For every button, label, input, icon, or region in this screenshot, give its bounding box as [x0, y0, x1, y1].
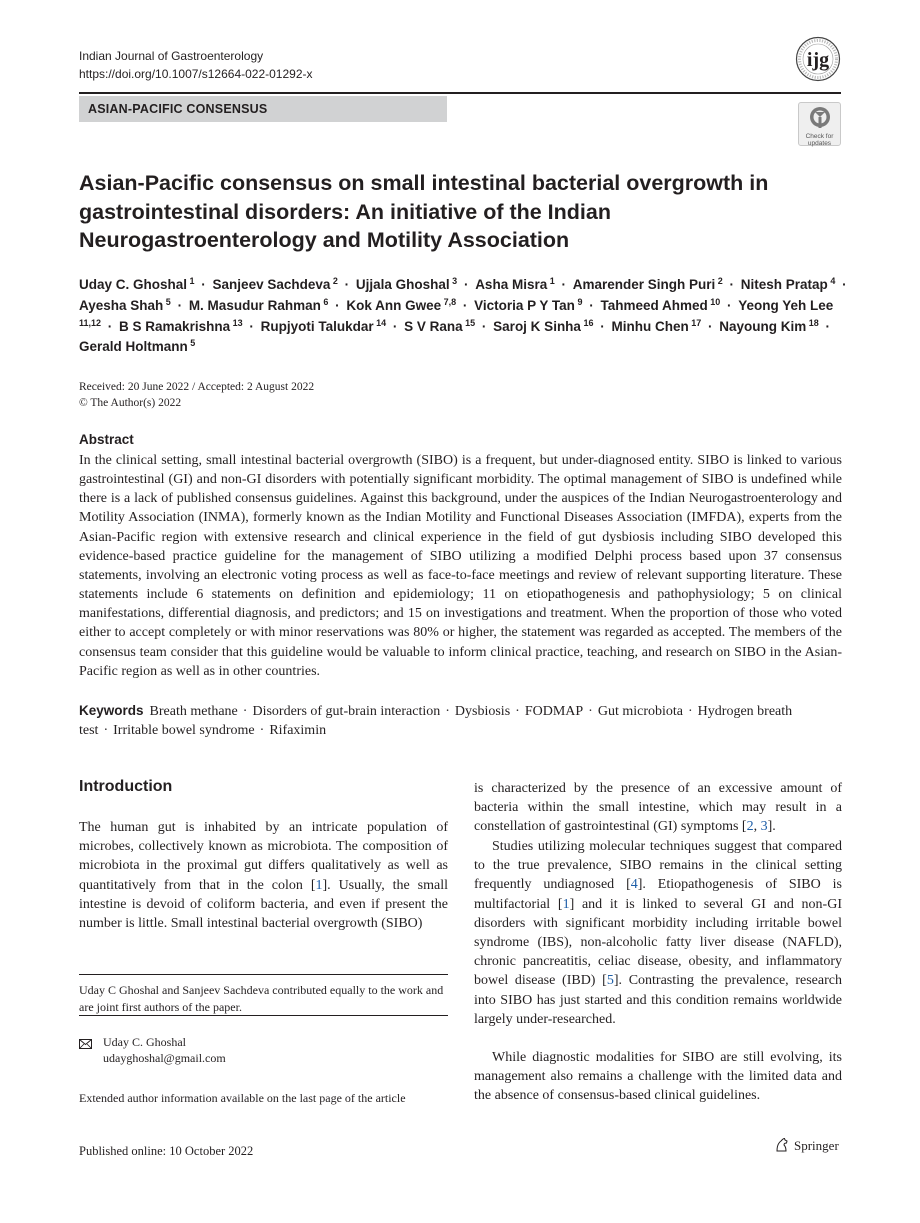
author-name[interactable]: Saroj K Sinha $^{16}$ [493, 317, 594, 334]
crossmark-label: Check for updates [805, 133, 834, 147]
footnote-rule [79, 1015, 448, 1016]
keywords-label: Keywords [79, 703, 144, 718]
author-affiliation: 5 [187, 338, 196, 349]
author-name[interactable]: Nitesh Pratap $^4$ [740, 276, 836, 292]
author-name[interactable]: Ujjala Ghoshal $^3$ [355, 276, 458, 292]
author-affiliation: 1 [187, 276, 195, 286]
author-name[interactable]: Gerald Holtmann $^5$ [79, 338, 196, 355]
keyword: Dysbiosis [454, 704, 511, 719]
author-affiliation: 10 [707, 296, 721, 307]
author-name[interactable]: S V Rana $^{15}$ [404, 317, 476, 334]
corresponding-author-name: Uday C. Ghoshal [103, 1035, 186, 1049]
author-separator: · [704, 318, 717, 334]
citation-link[interactable]: 1 [562, 896, 570, 912]
author-name[interactable]: Asha Misra $^1$ [475, 276, 555, 292]
author-affiliation: 13 [230, 317, 243, 328]
journal-logo [795, 36, 841, 82]
author-name[interactable]: Uday C. Ghoshal $^1$ [79, 276, 195, 292]
author-separator: · [557, 277, 570, 292]
author-affiliation: 11,12 [79, 317, 102, 328]
author-affiliation: 2 [715, 276, 723, 286]
author-affiliation: 3 [449, 276, 458, 286]
crossmark-icon [809, 106, 831, 128]
author-affiliation: 18 [806, 317, 819, 328]
author-affiliation: 14 [373, 317, 387, 328]
author-separator: · [723, 297, 736, 313]
author-separator: · [104, 318, 117, 334]
author-affiliation: 7,8 [441, 296, 457, 307]
author-separator: · [838, 277, 847, 292]
intro-paragraph-1-continued: is characterized by the presence of an excessive amount of bacteria within the small intestine, which may result in a constellation of gastrointestinal (GI) symptoms [2, 3]. [474, 781, 842, 835]
keyword-separator: · [242, 704, 248, 719]
author-separator: · [460, 277, 473, 292]
author-affiliation: 6 [320, 296, 329, 307]
citation-link[interactable]: 5 [606, 973, 614, 989]
footnote-rule [79, 974, 448, 975]
author-name[interactable]: Tahmeed Ahmed $^{10}$ [600, 296, 721, 313]
keyword: Hydrogen breath test [79, 704, 793, 739]
citation-link[interactable]: 2 [746, 819, 754, 835]
author-separator: · [478, 318, 491, 334]
publisher-logo [774, 1137, 839, 1154]
keyword: Irritable bowel syndrome [113, 723, 255, 739]
author-name[interactable]: Minhu Chen $^{17}$ [611, 317, 702, 334]
svg-text:ijg: ijg [806, 49, 830, 71]
author-affiliation: 17 [688, 317, 702, 328]
keyword: Breath methane [149, 704, 238, 719]
keyword-separator: · [103, 723, 109, 739]
author-affiliation: 2 [330, 276, 338, 286]
equal-contribution-note: Uday C Ghoshal and Sanjeev Sachdeva contributed equally to the work and are joint first authors of the paper. [79, 983, 444, 1014]
keywords-list [79, 704, 792, 738]
author-separator: · [725, 277, 738, 292]
author-separator: · [197, 277, 210, 292]
corresponding-author-email[interactable]: udayghoshal@gmail.com [103, 1051, 226, 1065]
author-affiliation: 15 [462, 317, 476, 328]
keyword-separator: · [259, 723, 265, 739]
keyword: Rifaximin [269, 723, 327, 739]
author-name[interactable]: Amarender Singh Puri $^2$ [572, 276, 723, 292]
citation-link[interactable]: 4 [630, 877, 638, 893]
author-affiliation: 16 [580, 317, 594, 328]
keyword-separator: · [588, 704, 593, 719]
section-label: ASIAN-PACIFIC CONSENSUS [79, 96, 447, 122]
author-separator: · [173, 297, 186, 313]
keyword-separator: · [445, 704, 450, 719]
springer-horse-icon [774, 1137, 790, 1153]
keyword: Disorders of gut-brain interaction [252, 704, 441, 719]
author-name[interactable]: Ayesha Shah $^5$ [79, 296, 171, 313]
author-name[interactable]: Victoria P Y Tan $^9$ [474, 296, 583, 313]
author-affiliation: 5 [163, 296, 171, 307]
introduction-heading: Introduction [79, 778, 173, 795]
author-separator: · [389, 318, 402, 334]
author-name[interactable]: Nayoung Kim $^{18}$ [719, 317, 819, 334]
author-affiliation: 1 [547, 276, 555, 286]
keyword: Gut microbiota [597, 704, 683, 719]
abstract-text: In the clinical setting, small intestinal bacterial overgrowth (SIBO) is a frequent, but under-diagnosed entity. SIBO is linked to various gastrointestinal (GI) and non-GI disorders with potentially significant morbidity. The optimal management of SIBO is undefined while there is a lack of published consensus guidelines. Against this background, under the auspices of the Indian Neurogastroenterology and Motility Association (INMA), formerly known as the Indian Motility and Functional Diseases Association (IMFDA), experts from the Asian-Pacific region with extensive research and clinical experience in the field of gut dysbiosis including SIBO developed this evidence-based practice guideline for the management of SIBO utilizing a modified Delphi process based upon 37 consensus statements, involving an electronic voting process as well as face-to-face meetings and review of relevant supporting literature. These statements include 6 statements on definition and epidemiology; 11 on etiopathogenesis and pathophysiology; 5 on clinical manifestations, differential diagnosis, and predictors; and 15 on investigations and treatment. When the proportion of those who voted either to accept completely or with minor reservations was 80% or higher, the statement was regarded as accepted. The members of the consensus team consider that this guideline would be valuable to inform clinical practice, teaching, and research on SIBO in the Asian-Pacific region as well as in other countries. [79, 453, 842, 679]
author-name[interactable]: Rupjyoti Talukdar $^{14}$ [260, 317, 387, 334]
author-name[interactable]: M. Masudur Rahman $^6$ [188, 296, 329, 313]
author-name[interactable]: Sanjeev Sachdeva $^2$ [212, 276, 338, 292]
author-affiliation: 9 [574, 296, 583, 307]
author-separator: · [596, 318, 609, 334]
author-separator: · [585, 297, 598, 313]
received-accepted-dates: Received: 20 June 2022 / Accepted: 2 August 2022 [79, 381, 315, 393]
author-separator: · [245, 318, 258, 334]
author-name[interactable]: B S Ramakrishna $^{13}$ [119, 317, 243, 334]
author-separator: · [340, 277, 353, 292]
doi-link[interactable]: https://doi.org/10.1007/s12664-022-01292-x [79, 67, 313, 81]
intro-paragraph-2: Studies utilizing molecular techniques suggest that compared to the true prevalence, SIBO remains in the clinical setting frequently undiagnosed [4]. Etiopathogenesis of SIBO is multifactorial [1] and it is linked to several GI and non-GI disorders with significant morbidity including irritable bowel syndrome (IBS), non-alcoholic fatty liver disease (NAFLD), chronic pancreatitis, celiac disease, obesity, and inflammatory bowel disease (IBD) [5]. Contrasting the prevalence, research into SIBO has just started and this condition remains worldwide largely under-researched. [474, 839, 842, 1027]
author-separator: · [821, 318, 831, 334]
author-affiliation: 4 [827, 276, 836, 286]
abstract-heading: Abstract [79, 432, 134, 447]
citation-link[interactable]: 3 [760, 819, 768, 835]
keyword-separator: · [515, 704, 520, 719]
author-name[interactable]: Yeong Yeh Lee $^{11,12}$ [79, 297, 834, 328]
header-rule [79, 92, 841, 94]
published-online-date: Published online: 10 October 2022 [79, 1144, 254, 1158]
author-list [79, 275, 849, 358]
keyword-separator: · [688, 704, 693, 719]
keyword: FODMAP [524, 704, 584, 719]
extended-author-info-note: Extended author information available on the last page of the article [79, 1091, 406, 1105]
check-for-updates-badge[interactable] [798, 102, 841, 146]
publisher-name: Springer [794, 1138, 839, 1153]
intro-paragraph-3: While diagnostic modalities for SIBO are still evolving, its management also remains a challenge with the limited data and the absence of consensus-based clinical guidelines. [474, 1050, 842, 1104]
article-title: Asian-Pacific consensus on small intestinal bacterial overgrowth in gastrointestinal disorders: An initiative of the Indian Neurogastroenterology and Motility Association [79, 171, 769, 252]
journal-name: Indian Journal of Gastroenterology [79, 49, 264, 63]
author-separator: · [459, 297, 472, 313]
copyright: © The Author(s) 2022 [79, 397, 182, 409]
author-name[interactable]: Kok Ann Gwee $^{7,8}$ [346, 296, 457, 313]
keywords [79, 701, 842, 740]
citation-link[interactable]: 1 [315, 877, 323, 893]
envelope-icon [79, 1036, 92, 1054]
intro-paragraph-1: The human gut is inhabited by an intricate population of microbes, collectively known as microbiota. The composition of microbiota in the proximal gut differs qualitatively as well as quantitatively from that in the colon [1]. Usually, the small intestine is devoid of coliform bacteria, and even if present the number is little. Small intestinal bacterial overgrowth (SIBO) [79, 820, 448, 932]
author-separator: · [331, 297, 344, 313]
